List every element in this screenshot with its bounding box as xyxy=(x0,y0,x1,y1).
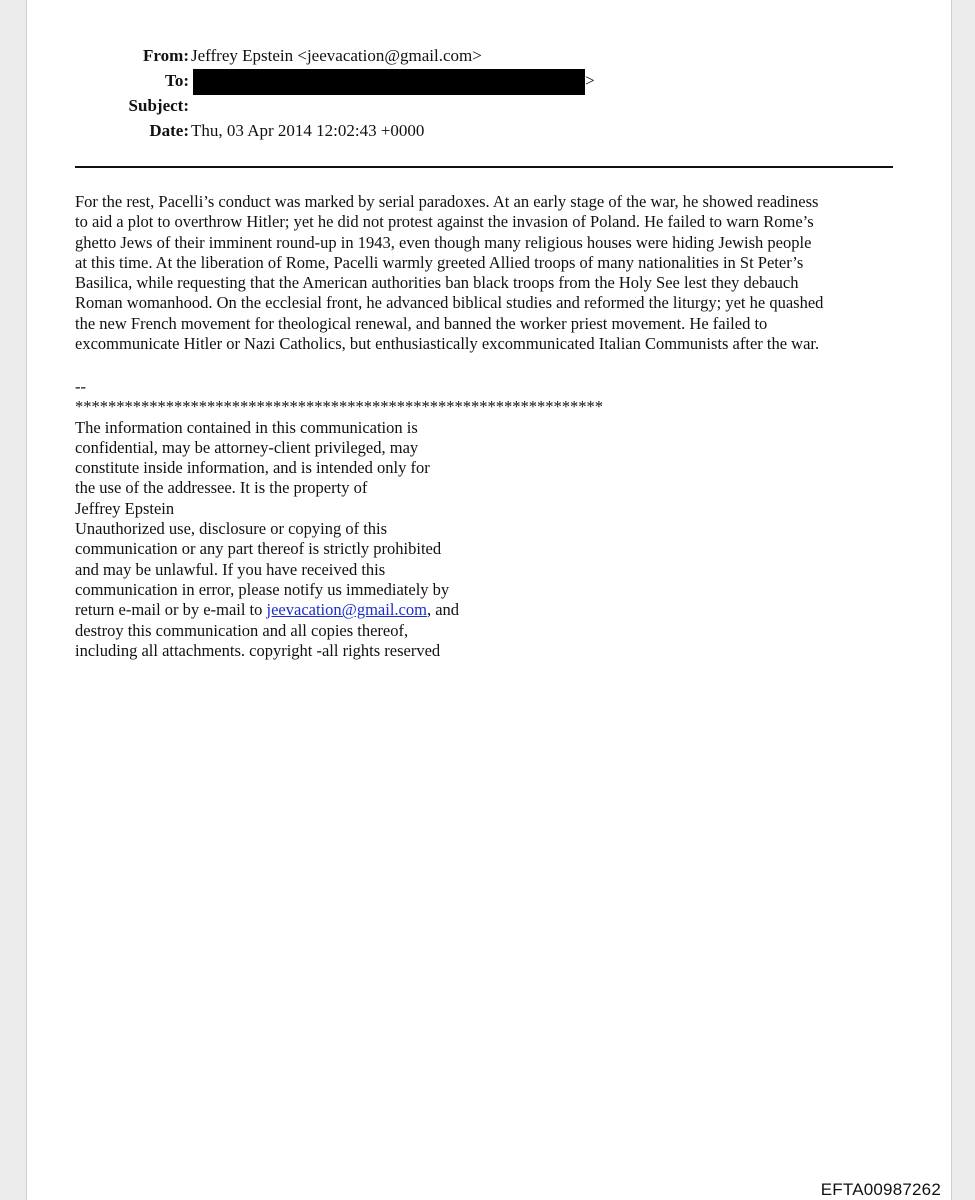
from-label: From: xyxy=(143,46,189,65)
subject-row xyxy=(27,96,927,118)
confidentiality-notice xyxy=(75,377,603,661)
to-row xyxy=(27,71,927,93)
date-row xyxy=(27,121,927,143)
notice-text-after-link: , and destroy this communication and all copies thereof, including all attachments. copyright -all rights reserved xyxy=(75,600,460,660)
from-row xyxy=(27,46,927,68)
bates-number: EFTA00987262 xyxy=(820,1180,941,1199)
notice-text-before-link: The information contained in this communication is confidential, may be attorney-client privileged, may constitute inside information, and is intended only for the use of the addressee. It is the property of Jeffrey Epstein Unauthorized use, disclosure or copying of this communication or any part thereof is strictly prohibited and may be unlawful. If you have received this communication in error, please notify us immediately by return e-mail or by e-mail to xyxy=(75,417,450,620)
from-value: Jeffrey Epstein <jeevacation@gmail.com> xyxy=(191,46,482,65)
to-label: To: xyxy=(165,71,189,90)
document-page xyxy=(26,0,952,1200)
email-header xyxy=(27,0,951,150)
date-label: Date: xyxy=(149,121,189,140)
signature-dashes: -- xyxy=(75,377,86,396)
subject-label: Subject: xyxy=(128,96,189,115)
date-value: Thu, 03 Apr 2014 12:02:43 +0000 xyxy=(191,121,425,140)
signature-stars: **************************************************************** xyxy=(75,397,603,417)
email-body: For the rest, Pacelli’s conduct was marked by serial paradoxes. At an early stage of the war, he showed readiness to aid a plot to overthrow Hitler; yet he did not protest against the invasion of Poland. He failed to warn Rome’s ghetto Jews of their imminent round-up in 1943, even though many religious houses were hiding Jewish people at this time. At the liberation of Rome, Pacelli warmly greeted Allied troops of many nationalities in St Peter’s Basilica, while requesting that the American authorities ban black troops from the Holy See lest they debauch Roman womanhood. On the ecclesial front, he advanced biblical studies and reformed the liturgy; yet he quashed the new French movement for theological renewal, and banned the worker priest movement. He failed to excommunicate Hitler or Nazi Catholics, but enthusiastically excommunicated Italian Communists after the war. xyxy=(75,192,824,354)
notice-email-link[interactable]: jeevacation@gmail.com xyxy=(266,600,427,620)
to-redaction xyxy=(193,69,585,95)
to-value-suffix: > xyxy=(585,71,595,90)
header-divider xyxy=(75,166,893,168)
